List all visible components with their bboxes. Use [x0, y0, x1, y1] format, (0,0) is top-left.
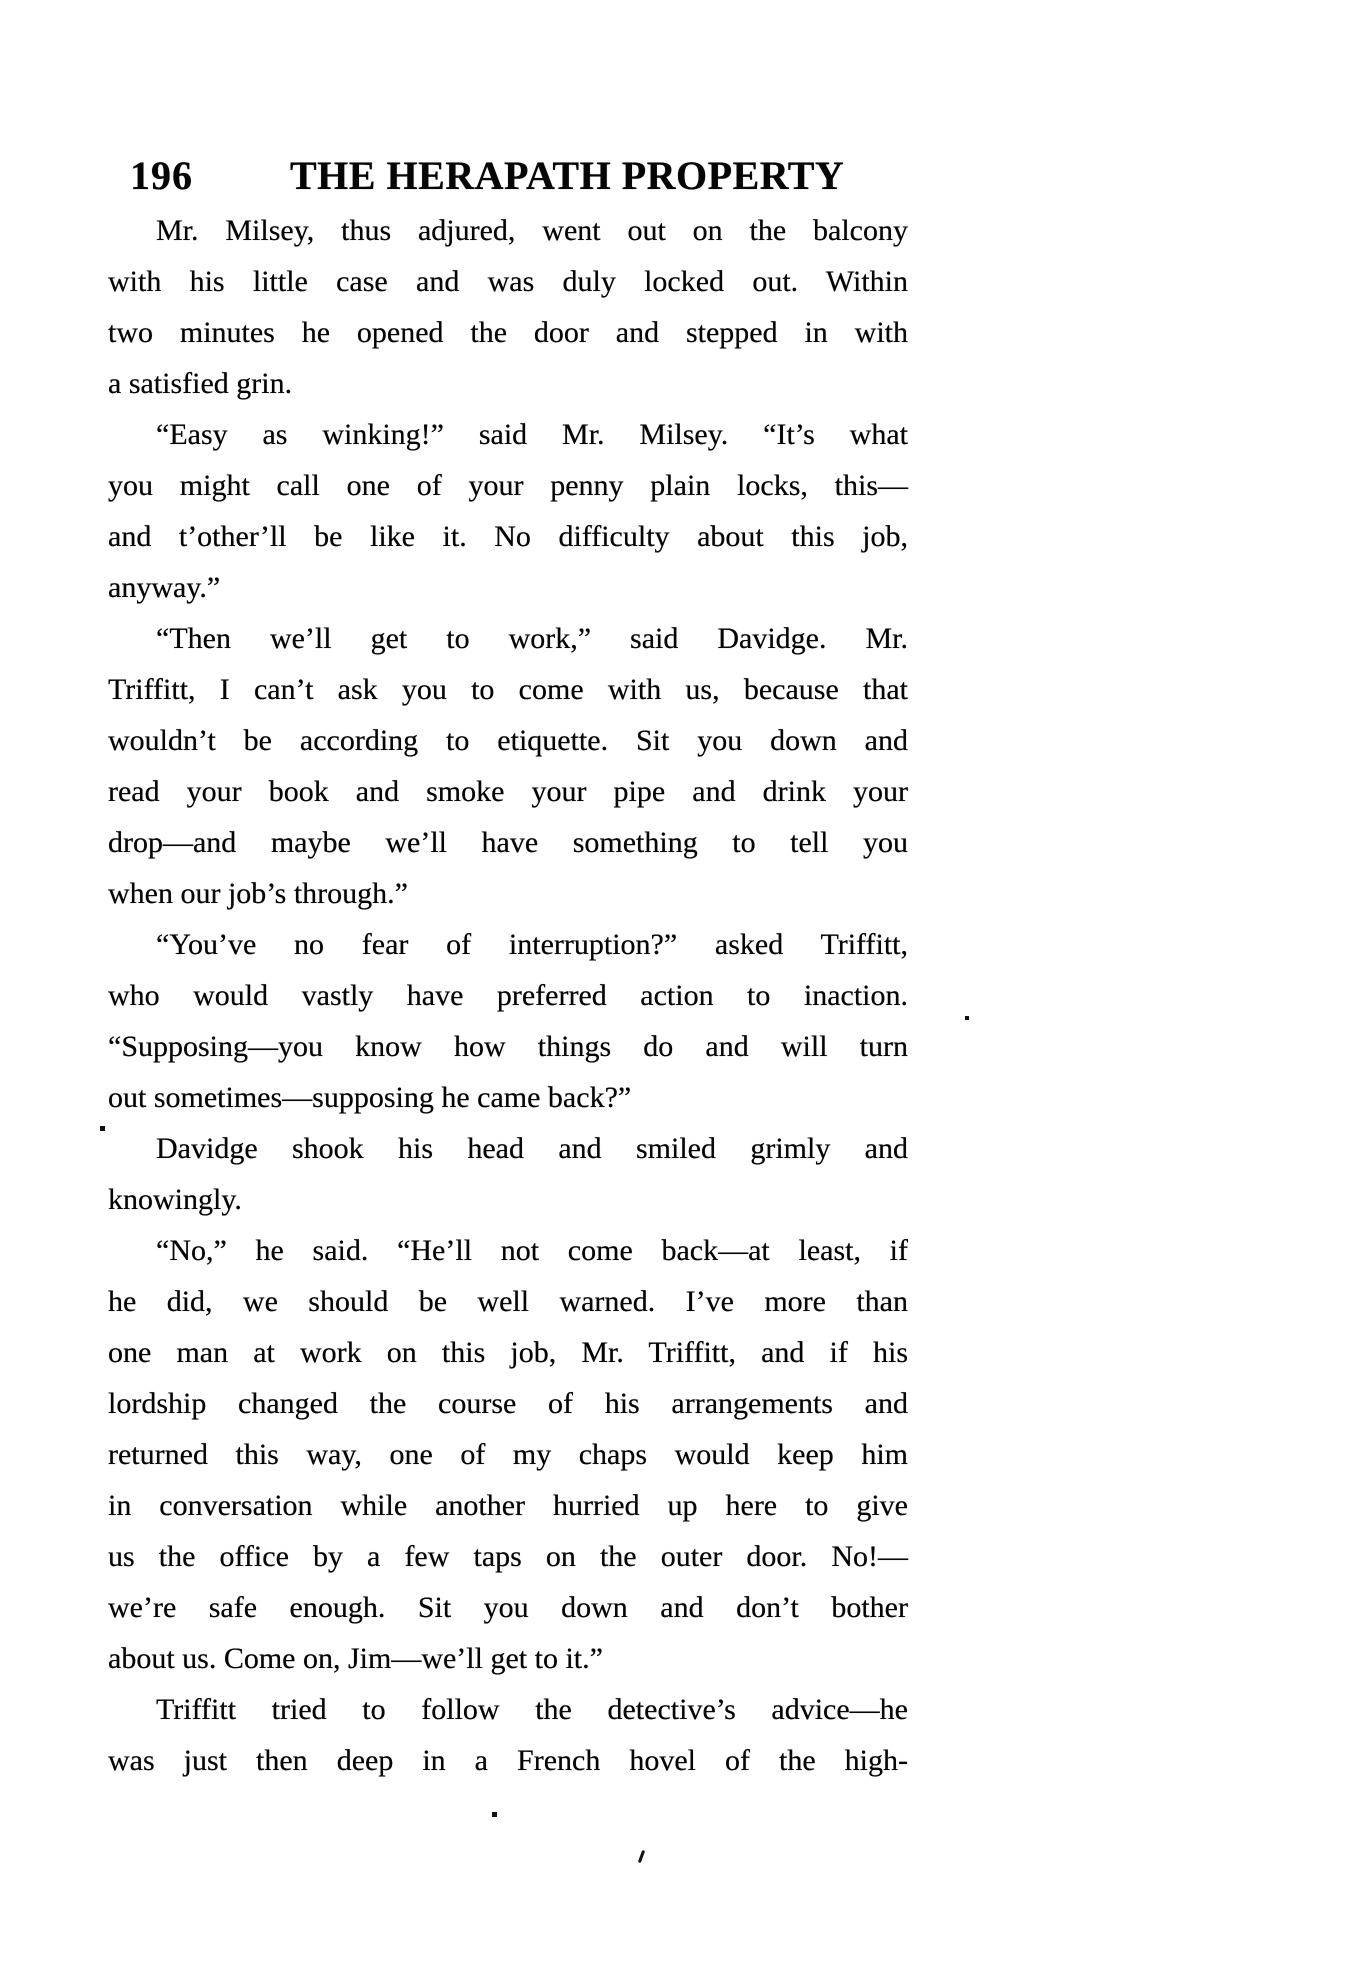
- page-number: 196: [130, 153, 193, 198]
- text-line: read your book and smoke your pipe and drink your: [108, 775, 908, 808]
- text-line: “You’ve no fear of interruption?” asked Triffitt,: [156, 928, 908, 961]
- text-line: a satisfied grin.: [108, 367, 293, 400]
- scan-speck: [965, 1016, 969, 1020]
- text-line: when our job’s through.”: [108, 877, 408, 910]
- text-line: in conversation while another hurried up here to give: [108, 1489, 908, 1522]
- text-line: Davidge shook his head and smiled grimly and: [156, 1132, 908, 1165]
- text-line: we’re safe enough. Sit you down and don’t bother: [108, 1591, 908, 1624]
- text-line: lordship changed the course of his arrangements and: [108, 1387, 908, 1420]
- text-line: and t’other’ll be like it. No difficulty about this job,: [108, 520, 908, 553]
- text-line: two minutes he opened the door and stepped in with: [108, 316, 908, 349]
- scan-speck: [100, 1126, 105, 1131]
- text-line: anyway.”: [108, 571, 221, 604]
- scan-speck: [638, 1850, 645, 1863]
- text-line: out sometimes—supposing he came back?”: [108, 1081, 632, 1114]
- text-line: returned this way, one of my chaps would keep him: [108, 1438, 908, 1471]
- text-line: “Then we’ll get to work,” said Davidge. Mr.: [156, 622, 908, 655]
- text-block: [108, 205, 908, 1786]
- text-line: you might call one of your penny plain locks, this—: [108, 469, 908, 502]
- text-line: “Supposing—you know how things do and will turn: [108, 1030, 908, 1063]
- text-line: Triffitt tried to follow the detective’s advice—he: [156, 1693, 908, 1726]
- text-line: who would vastly have preferred action to inaction.: [108, 979, 908, 1012]
- text-line: “Easy as winking!” said Mr. Milsey. “It’s what: [156, 418, 908, 451]
- scan-speck: [492, 1812, 497, 1817]
- text-line: us the office by a few taps on the outer door. No!—: [108, 1540, 908, 1573]
- text-line: drop—and maybe we’ll have something to tell you: [108, 826, 908, 859]
- text-line: with his little case and was duly locked out. Within: [108, 265, 908, 298]
- text-line: knowingly.: [108, 1183, 242, 1216]
- book-title: THE HERAPATH PROPERTY: [290, 153, 845, 198]
- text-line: wouldn’t be according to etiquette. Sit you down and: [108, 724, 908, 757]
- text-line: he did, we should be well warned. I’ve more than: [108, 1285, 908, 1318]
- text-line: one man at work on this job, Mr. Triffitt, and if his: [108, 1336, 908, 1369]
- text-line: was just then deep in a French hovel of the high-: [108, 1744, 908, 1777]
- text-line: “No,” he said. “He’ll not come back—at least, if: [156, 1234, 908, 1267]
- text-line: about us. Come on, Jim—we’ll get to it.”: [108, 1642, 603, 1675]
- running-head: [108, 152, 908, 204]
- text-line: Mr. Milsey, thus adjured, went out on the balcony: [156, 214, 908, 247]
- text-line: Triffitt, I can’t ask you to come with us, because that: [108, 673, 908, 706]
